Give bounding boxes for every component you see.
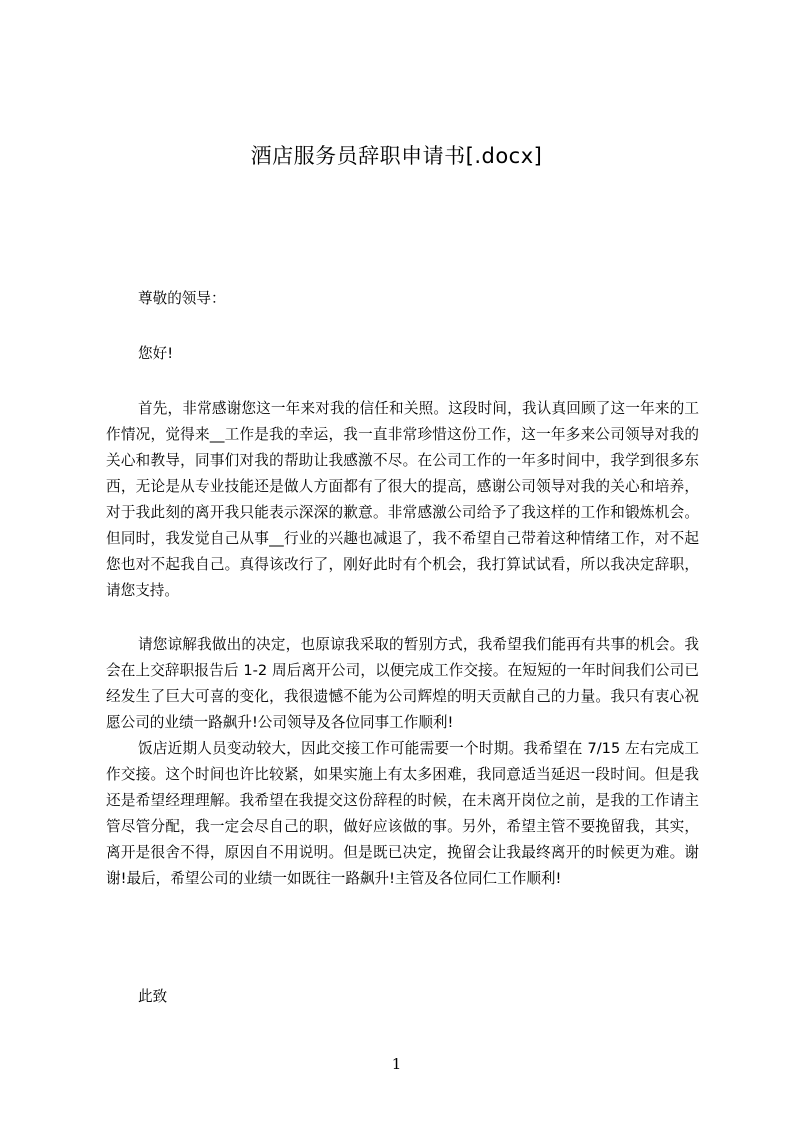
- salutation: 尊敬的领导：: [138, 290, 226, 307]
- page-number: 1: [391, 1055, 402, 1073]
- body-paragraph: 请您谅解我做出的决定，也原谅我采取的暂别方式，我希望我们能再有共事的机会。我会在上交辞职报告后 1-2 周后离开公司，以便完成工作交接。在短短的一年时间我们公司已经发生了巨大可喜的变化，我很遗憾不能为公司辉煌的明天贡献自己的力量。我只有衷心祝愿公司的业绩一路飙升!公司领导及各位同事工作顺利!: [106, 636, 699, 731]
- closing: 此致: [138, 988, 168, 1005]
- body-paragraph: 饭店近期人员变动较大，因此交接工作可能需要一个时期。我希望在 7/15 左右完成工作交接。这个时间也许比较紧，如果实施上有太多困难，我同意适当延迟一段时间。但是我还是希望经理理解。我希望在我提交这份辞程的时候，在未离开岗位之前，是我的工作请主管尽管分配，我一定会尽自己的职，做好应该做的事。另外，希望主管不要挽留我，其实，离开是很舍不得，原因自不用说明。但是既已决定，挽留会让我最终离开的时候更为难。谢谢!最后，希望公司的业绩一如既往一路飙升!主管及各位同仁工作顺利!: [106, 740, 699, 887]
- body-paragraph: 首先，非常感谢您这一年来对我的信任和关照。这段时间，我认真回顾了这一年来的工作情况，觉得来__工作是我的幸运，我一直非常珍惜这份工作，这一年多来公司领导对我的关心和教导，同事们对我的帮助让我感激不尽。在公司工作的一年多时间中，我学到很多东西，无论是从专业技能还是做人方面都有了很大的提高，感谢公司领导对我的关心和培养，对于我此刻的离开我只能表示深深的歉意。非常感激公司给予了我这样的工作和锻炼机会。但同时，我发觉自己从事__行业的兴趣也减退了，我不希望自己带着这种情绪工作，对不起您也对不起我自己。真得该改行了，刚好此时有个机会，我打算试试看，所以我决定辞职，请您支持。: [106, 400, 699, 599]
- document-title: 酒店服务员辞职申请书[.docx]: [250, 144, 543, 168]
- greeting: 您好!: [138, 345, 174, 362]
